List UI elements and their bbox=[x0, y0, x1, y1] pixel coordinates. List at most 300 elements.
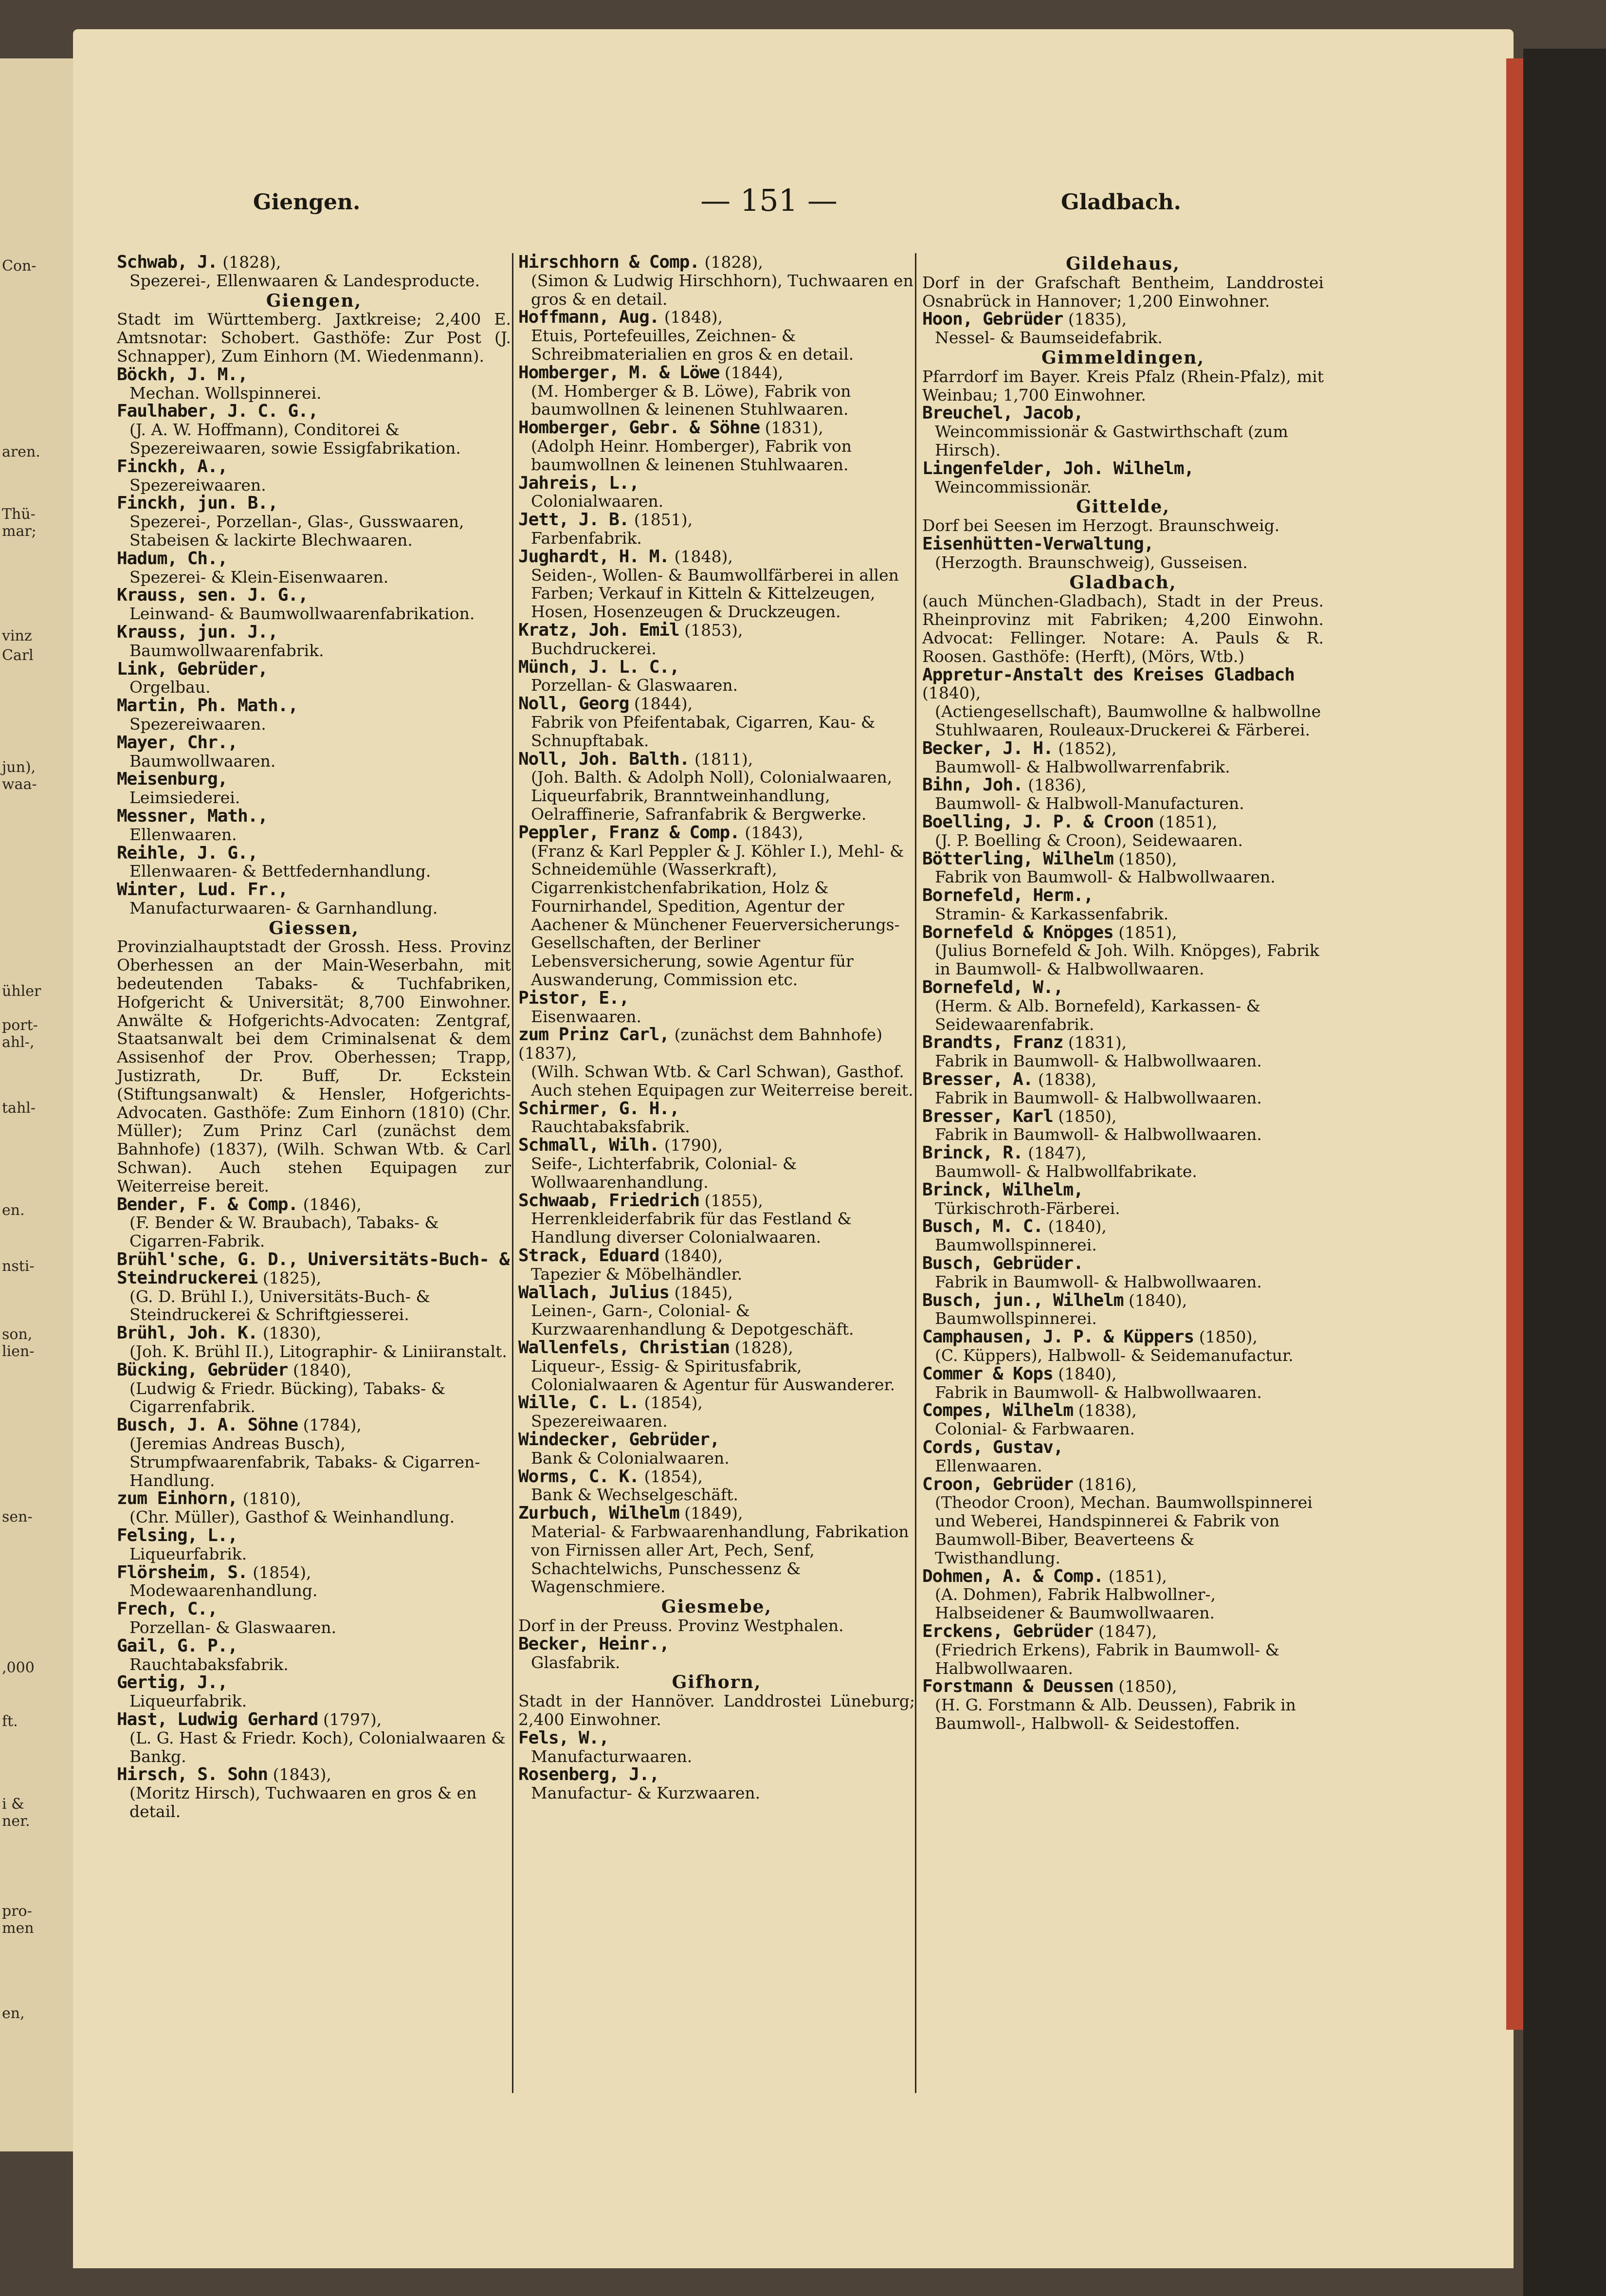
firm-name-line bbox=[518, 1100, 915, 1118]
firm-name-line bbox=[117, 1710, 511, 1729]
firm-name-line bbox=[518, 253, 915, 272]
firm-description: (C. Küppers), Halbwoll- & Seidemanufactur. bbox=[935, 1346, 1294, 1365]
firm-entry bbox=[117, 881, 511, 918]
firm-name-line bbox=[117, 494, 511, 513]
firm-description: Fabrik in Baumwoll- & Halbwollwaaren. bbox=[935, 1088, 1262, 1107]
firm-entry bbox=[922, 1622, 1324, 1677]
firm-entry bbox=[518, 1765, 915, 1802]
firm-name-line bbox=[518, 1635, 915, 1653]
facing-text-fragment: Carl bbox=[2, 647, 34, 664]
firm-founding: (1846), bbox=[298, 1195, 362, 1214]
firm-entry bbox=[518, 1284, 915, 1339]
firm-founding: (1849), bbox=[679, 1504, 743, 1523]
firm-entry bbox=[117, 1673, 511, 1710]
firm-name-line bbox=[117, 366, 511, 384]
firm-description: Farbenfabrik. bbox=[531, 528, 642, 548]
firm-name: Boelling, J. P. & Croon bbox=[922, 812, 1154, 831]
firm-entry bbox=[922, 1475, 1324, 1567]
firm-founding: (1853), bbox=[679, 621, 743, 640]
firm-founding: (1844), bbox=[629, 695, 693, 713]
firm-name: Mayer, Chr., bbox=[117, 733, 238, 752]
firm-entry bbox=[117, 807, 511, 844]
firm-founding: (1784), bbox=[298, 1416, 362, 1434]
firm-description: Eisenwaaren. bbox=[531, 1007, 642, 1026]
firm-name-line bbox=[922, 1622, 1324, 1641]
firm-name: Noll, Joh. Balth. bbox=[518, 750, 690, 769]
firm-founding: (1847), bbox=[1022, 1144, 1087, 1163]
firm-founding: (1851), bbox=[1113, 923, 1177, 942]
firm-founding: (1790), bbox=[659, 1136, 723, 1155]
firm-name-line bbox=[117, 1600, 511, 1618]
firm-entry bbox=[518, 253, 915, 308]
firm-name: Brinck, Wilhelm, bbox=[922, 1180, 1083, 1199]
firm-name-line bbox=[518, 1765, 915, 1784]
firm-name-line bbox=[922, 739, 1324, 758]
town-description: Stadt in der Hannöver. Landdrostei Lüneburg; 2,400 Einwohner. bbox=[518, 1691, 915, 1729]
firm-description: Baumwollwaaren. bbox=[129, 751, 276, 771]
firm-entry bbox=[117, 623, 511, 660]
firm-description: Rauchtabaksfabrik. bbox=[531, 1117, 690, 1137]
firm-description: Fabrik in Baumwoll- & Halbwollwaaren. bbox=[935, 1382, 1262, 1402]
firm-name: Homberger, M. & Löwe bbox=[518, 363, 720, 382]
firm-entry bbox=[922, 1365, 1324, 1402]
firm-description: Orgelbau. bbox=[129, 678, 211, 697]
firm-name-line bbox=[117, 697, 511, 715]
facing-text-fragment: lien- bbox=[2, 1343, 35, 1360]
firm-description: Baumwoll- & Halbwollfabrikate. bbox=[935, 1162, 1197, 1181]
firm-name-line bbox=[518, 1468, 915, 1486]
firm-entry bbox=[518, 364, 915, 419]
firm-description: (Friedrich Erkens), Fabrik in Baumwoll- & Halbwollwaaren. bbox=[935, 1640, 1280, 1678]
firm-entry bbox=[117, 844, 511, 881]
firm-name-line bbox=[922, 1070, 1324, 1089]
firm-name-line bbox=[922, 1475, 1324, 1494]
firm-name-line bbox=[117, 660, 511, 679]
facing-text-fragment: Thü- bbox=[2, 506, 36, 523]
firm-founding: (1843), bbox=[739, 823, 803, 842]
firm-description: Baumwoll- & Halbwoll-Manufacturen. bbox=[935, 794, 1244, 813]
firm-description: Baumwollwaarenfabrik. bbox=[129, 641, 324, 660]
firm-entry bbox=[117, 1637, 511, 1674]
firm-name: Busch, jun., Wilhelm bbox=[922, 1291, 1124, 1310]
firm-entry bbox=[117, 1324, 511, 1361]
town-description: Stadt im Württemberg. Jaxtkreise; 2,400 E. Amtsnotar: Schobert. Gasthöfe: Zur Post (J. Schnapper), Zum Einhorn (M. Wiedenmann). bbox=[117, 310, 511, 366]
firm-name: zum Prinz Carl, bbox=[518, 1026, 670, 1045]
facing-text-fragment: ahl-, bbox=[2, 1034, 35, 1051]
firm-name-line bbox=[922, 1217, 1324, 1236]
facing-text-fragment: pro- bbox=[2, 1903, 32, 1920]
firm-founding: (1845), bbox=[669, 1283, 733, 1302]
firm-entry bbox=[922, 1217, 1324, 1254]
firm-name-line bbox=[117, 881, 511, 899]
firm-description: Rauchtabaksfabrik. bbox=[129, 1654, 289, 1674]
firm-founding: (1816), bbox=[1073, 1475, 1137, 1494]
firm-name: Wille, C. L. bbox=[518, 1394, 639, 1413]
firm-founding: (1831), bbox=[760, 419, 823, 437]
firm-name-line bbox=[117, 734, 511, 752]
firm-name: Flörsheim, S. bbox=[117, 1563, 248, 1582]
firm-name: Fels, W., bbox=[518, 1728, 609, 1747]
firm-founding: (1797), bbox=[318, 1710, 382, 1729]
firm-description: Etuis, Portefeuilles, Zeichnen- & Schreibmaterialien en gros & en detail. bbox=[531, 326, 854, 364]
firm-name-line bbox=[518, 1729, 915, 1747]
firm-entry bbox=[922, 1438, 1324, 1475]
firm-description: Porzellan- & Glaswaaren. bbox=[129, 1617, 337, 1637]
firm-entry bbox=[117, 1526, 511, 1563]
firm-name: Lingenfelder, Joh. Wilhelm, bbox=[922, 459, 1194, 478]
firm-name: Finckh, jun. B., bbox=[117, 494, 278, 513]
firm-name-line bbox=[518, 1026, 915, 1063]
firm-entry bbox=[117, 1416, 511, 1489]
firm-name: Worms, C. K. bbox=[518, 1467, 639, 1486]
facing-text-fragment: ft. bbox=[2, 1713, 18, 1730]
firm-name-line bbox=[117, 1250, 511, 1287]
firm-name-line bbox=[117, 458, 511, 476]
firm-name: Commer & Kops bbox=[922, 1364, 1053, 1383]
firm-name: Bötterling, Wilhelm bbox=[922, 849, 1113, 868]
firm-name: Brühl'sche, G. D., Universitäts-Buch- & Steindruckerei bbox=[117, 1250, 510, 1287]
firm-name: Winter, Lud. Fr., bbox=[117, 881, 288, 899]
firm-name-line bbox=[922, 1567, 1324, 1586]
firm-name-line bbox=[117, 550, 511, 568]
firm-founding: (1854), bbox=[639, 1467, 703, 1486]
firm-description: (Herzogth. Braunschweig), Gusseisen. bbox=[935, 552, 1248, 572]
facing-text-fragment: ,000 bbox=[2, 1659, 35, 1676]
firm-name: Windecker, Gebrüder, bbox=[518, 1431, 720, 1449]
firm-description: Material- & Farbwaarenhandlung, Fabrikation von Firnissen aller Art, Pech, Senf, Schachtelwichs, Punschessenz & Wagenschmiere. bbox=[531, 1522, 909, 1597]
town-heading: Gittelde, bbox=[1076, 496, 1170, 517]
firm-entry bbox=[922, 1567, 1324, 1622]
firm-entry bbox=[117, 660, 511, 697]
firm-name: Busch, J. A. Söhne bbox=[117, 1416, 298, 1434]
firm-description: Türkischroth-Färberei. bbox=[935, 1198, 1120, 1218]
firm-entry bbox=[518, 419, 915, 474]
firm-name: Bornefeld, W., bbox=[922, 978, 1063, 997]
firm-name: Becker, Heinr., bbox=[518, 1635, 670, 1653]
firm-description: (Jeremias Andreas Busch), Strumpfwaarenfabrik, Tabaks- & Cigarren-Handlung. bbox=[129, 1434, 480, 1490]
firm-entry bbox=[518, 1729, 915, 1766]
firm-name: Bornefeld, Herm., bbox=[922, 886, 1094, 905]
firm-name-line bbox=[922, 978, 1324, 997]
facing-text-fragment: waa- bbox=[2, 776, 37, 793]
firm-name-line bbox=[117, 1195, 511, 1214]
firm-description: Colonialwaaren. bbox=[531, 492, 664, 511]
firm-name-line bbox=[117, 844, 511, 863]
firm-founding: (1850), bbox=[1194, 1328, 1258, 1347]
firm-name-line bbox=[922, 776, 1324, 794]
firm-entry bbox=[117, 366, 511, 403]
firm-entry bbox=[922, 404, 1324, 459]
town-heading: Giengen, bbox=[266, 290, 362, 311]
firm-description: (Adolph Heinr. Homberger), Fabrik von baumwollnen & leinenen Stuhlwaaren. bbox=[531, 436, 852, 474]
firm-description: Colonial- & Farbwaaren. bbox=[935, 1419, 1135, 1439]
firm-name-line bbox=[518, 1192, 915, 1210]
firm-entry bbox=[117, 1765, 511, 1820]
firm-description: Liqueurfabrik. bbox=[129, 1691, 247, 1711]
firm-description: (J. P. Boelling & Croon), Seidewaaren. bbox=[935, 830, 1243, 850]
firm-name: Meisenburg, bbox=[117, 770, 228, 789]
firm-entry bbox=[117, 402, 511, 457]
header-left-town: Giengen. bbox=[253, 190, 361, 215]
firm-name-line bbox=[922, 1438, 1324, 1457]
firm-description: (J. A. W. Hoffmann), Conditorei & Spezereiwaaren, sowie Essigfabrikation. bbox=[129, 420, 461, 458]
page-number: — 151 — bbox=[700, 183, 838, 218]
firm-name-line bbox=[117, 402, 511, 421]
firm-description: Spezereiwaaren. bbox=[129, 714, 266, 734]
firm-name-line bbox=[922, 1144, 1324, 1162]
firm-name-line bbox=[518, 621, 915, 640]
firm-name-line bbox=[922, 813, 1324, 831]
firm-description: (Actiengesellschaft), Baumwollne & halbwollne Stuhlwaaren, Rouleaux-Druckerei & Färberei. bbox=[935, 702, 1321, 739]
firm-entry bbox=[117, 697, 511, 734]
firm-entry bbox=[922, 1107, 1324, 1144]
firm-name: Brühl, Joh. K. bbox=[117, 1324, 258, 1343]
firm-founding: (1848), bbox=[669, 547, 733, 566]
facing-text-fragment: nsti- bbox=[2, 1258, 35, 1275]
firm-name-line bbox=[117, 1637, 511, 1655]
firm-description: Fabrik in Baumwoll- & Halbwollwaaren. bbox=[935, 1051, 1262, 1071]
firm-entry bbox=[922, 923, 1324, 978]
firm-founding: (1810), bbox=[237, 1489, 301, 1508]
firm-description: (Chr. Müller), Gasthof & Weinhandlung. bbox=[129, 1507, 455, 1527]
firm-description: (Wilh. Schwan Wtb. & Carl Schwan), Gasthof. Auch stehen Equipagen zur Weiterreise bereit. bbox=[531, 1062, 913, 1100]
firm-entry bbox=[518, 989, 915, 1026]
firm-name: Appretur-Anstalt des Kreises Gladbach bbox=[922, 665, 1295, 685]
firm-name-line bbox=[117, 770, 511, 789]
firm-entry bbox=[518, 621, 915, 658]
firm-name-line bbox=[922, 404, 1324, 422]
firm-founding: (1850), bbox=[1113, 849, 1177, 868]
firm-entry bbox=[518, 1504, 915, 1596]
firm-name: Bresser, Karl bbox=[922, 1107, 1053, 1126]
town-heading: Gildehaus, bbox=[1066, 254, 1180, 274]
firm-name-line bbox=[518, 1339, 915, 1357]
firm-founding: (1828), bbox=[217, 253, 281, 272]
town-description: Dorf in der Preuss. Provinz Westphalen. bbox=[518, 1616, 844, 1635]
firm-description: Manufacturwaaren- & Garnhandlung. bbox=[129, 898, 438, 918]
firm-name-line bbox=[518, 511, 915, 529]
firm-entry bbox=[922, 1401, 1324, 1438]
town-description: Dorf bei Seesen im Herzogt. Braunschweig. bbox=[922, 516, 1280, 535]
firm-entry bbox=[518, 1394, 915, 1431]
running-header bbox=[73, 180, 1514, 224]
firm-description: Tapezier & Möbelhändler. bbox=[531, 1264, 743, 1284]
firm-founding: (zunächst dem Bahnhofe) (1837), bbox=[518, 1026, 883, 1063]
firm-name: Hirsch, S. Sohn bbox=[117, 1765, 268, 1784]
firm-description: (Ludwig & Friedr. Bücking), Tabaks- & Cigarrenfabrik. bbox=[129, 1378, 446, 1416]
firm-description: Bank & Colonialwaaren. bbox=[531, 1448, 730, 1468]
firm-entry bbox=[518, 1100, 915, 1137]
firm-entry bbox=[922, 1328, 1324, 1365]
firm-name-line bbox=[117, 586, 511, 605]
firm-description: Buchdruckerei. bbox=[531, 639, 657, 658]
firm-name-line bbox=[117, 1361, 511, 1379]
firm-name: Cords, Gustav, bbox=[922, 1438, 1063, 1457]
facing-text-fragment: men bbox=[2, 1920, 34, 1937]
firm-entry bbox=[518, 824, 915, 989]
firm-name: Brinck, R. bbox=[922, 1144, 1023, 1163]
firm-founding: (1828), bbox=[730, 1339, 793, 1357]
firm-founding: (1851), bbox=[1103, 1567, 1167, 1586]
firm-description: Seife-, Lichterfabrik, Colonial- & Wollwaarenhandlung. bbox=[531, 1154, 797, 1192]
firm-name-line bbox=[518, 474, 915, 493]
firm-name: Hast, Ludwig Gerhard bbox=[117, 1710, 318, 1729]
directory-column-3 bbox=[922, 253, 1324, 1733]
firm-entry bbox=[922, 1070, 1324, 1107]
firm-name-line bbox=[922, 1291, 1324, 1310]
firm-founding: (1854), bbox=[247, 1563, 311, 1582]
town-heading: Giessen, bbox=[269, 918, 359, 938]
firm-name: Rosenberg, J., bbox=[518, 1765, 659, 1784]
firm-description: Glasfabrik. bbox=[531, 1653, 620, 1672]
firm-name: Schmall, Wilh. bbox=[518, 1136, 659, 1155]
firm-name-line bbox=[518, 989, 915, 1008]
firm-name: Homberger, Gebr. & Söhne bbox=[518, 419, 760, 437]
firm-description: (F. Bender & W. Braubach), Tabaks- & Cigarren-Fabrik. bbox=[129, 1213, 439, 1251]
firm-entry bbox=[117, 734, 511, 771]
facing-text-fragment: son, bbox=[2, 1326, 33, 1343]
firm-name-line bbox=[518, 1394, 915, 1412]
firm-name-line bbox=[518, 658, 915, 677]
firm-founding: (1840), bbox=[1053, 1364, 1117, 1383]
firm-name: Schirmer, G. H., bbox=[518, 1099, 679, 1118]
firm-description: Spezerei- & Klein-Eisenwaaren. bbox=[129, 567, 389, 587]
firm-name: Brandts, Franz bbox=[922, 1033, 1063, 1052]
firm-description: Fabrik von Baumwoll- & Halbwollwaaren. bbox=[935, 867, 1276, 887]
firm-name: Strack, Eduard bbox=[518, 1247, 659, 1265]
firm-description: (Joh. K. Brühl II.), Litographir- & Liniiranstalt. bbox=[129, 1342, 507, 1361]
town-heading: Gimmeldingen, bbox=[1041, 347, 1204, 368]
firm-name: Jughardt, H. M. bbox=[518, 547, 670, 566]
firm-description: Nessel- & Baumseidefabrik. bbox=[935, 328, 1163, 348]
firm-name-line bbox=[922, 1677, 1324, 1696]
firm-founding: (1835), bbox=[1063, 310, 1127, 329]
firm-description: Baumwoll- & Halbwollwarrenfabrik. bbox=[935, 757, 1230, 776]
firm-name: Krauss, jun. J., bbox=[117, 623, 278, 642]
town-description: Dorf in der Grafschaft Bentheim, Landdrostei Osnabrück in Hannover; 1,200 Einwohner. bbox=[922, 273, 1324, 311]
firm-description: Leinwand- & Baumwollwaarenfabrikation. bbox=[129, 604, 475, 624]
firm-entry bbox=[922, 739, 1324, 776]
column-rule bbox=[512, 253, 513, 2093]
firm-entry bbox=[518, 1468, 915, 1505]
firm-name: Hirschhorn & Comp. bbox=[518, 253, 700, 272]
firm-name-line bbox=[922, 886, 1324, 905]
column-rule bbox=[915, 253, 916, 2093]
firm-name-line bbox=[518, 1247, 915, 1265]
firm-description: Spezereiwaaren. bbox=[129, 475, 266, 495]
facing-text-fragment: ner. bbox=[2, 1813, 30, 1830]
firm-founding: (1850), bbox=[1113, 1677, 1177, 1696]
firm-description: (Theodor Croon), Mechan. Baumwollspinnerei und Weberei, Handspinnerei & Fabrik von Baumwoll-Biber, Beaverteens & Twisthandlung. bbox=[935, 1493, 1313, 1567]
firm-entry bbox=[117, 458, 511, 495]
firm-name-line bbox=[922, 1181, 1324, 1199]
firm-description: (L. G. Hast & Friedr. Koch), Colonialwaaren & Bankg. bbox=[129, 1728, 506, 1766]
firm-entry bbox=[117, 1710, 511, 1765]
header-right-town: Gladbach. bbox=[1061, 190, 1181, 215]
firm-name: Croon, Gebrüder bbox=[922, 1475, 1074, 1494]
firm-founding: (1838), bbox=[1073, 1401, 1137, 1420]
firm-founding: (1844), bbox=[719, 363, 784, 382]
firm-entry bbox=[922, 1181, 1324, 1218]
firm-entry bbox=[518, 1026, 915, 1099]
firm-name: zum Einhorn, bbox=[117, 1489, 238, 1508]
firm-name: Gail, G. P., bbox=[117, 1636, 238, 1655]
directory-column-2 bbox=[518, 253, 915, 1802]
firm-description: Leimsiederei. bbox=[129, 788, 240, 808]
firm-name-line bbox=[922, 1401, 1324, 1420]
town-description: Pfarrdorf im Bayer. Kreis Pfalz (Rhein-Pfalz), mit Weinbau; 1,700 Einwohner. bbox=[922, 367, 1324, 404]
firm-entry bbox=[518, 658, 915, 695]
red-page-edge bbox=[1506, 58, 1523, 2030]
firm-entry bbox=[518, 548, 915, 621]
firm-founding: (1840), bbox=[1123, 1291, 1187, 1310]
facing-text-fragment: port- bbox=[2, 1017, 38, 1034]
firm-name-line bbox=[117, 1765, 511, 1784]
town-description: Provinzialhauptstadt der Grossh. Hess. Provinz Oberhessen an der Main-Weserbahn, mit bedeutenden Tabaks- & Tuchfabriken, Hofgericht & Universität; 8,700 Einwohner. Anwälte & Hofgerichts-Advocaten: Zentgraf, Staatsanwalt bei dem Criminalsenat & dem Assisenhof der Prov. Oberhessen; Trapp, Justizrath, Dr. Buff, Dr. Eckstein (Stiftungsanwalt) & Hensler, Hofgerichts-Advocaten. Gasthöfe: Zum Einhorn (1810) (Chr. Müller); Zum Prinz Carl (zunächst dem Bahnhofe) (1837), (Wilh. Schwan Wtb. & Carl Schwan). Auch stehen Equipagen zur Weiterreise bereit. bbox=[117, 937, 511, 1195]
facing-text-fragment: jun), bbox=[2, 759, 36, 776]
firm-description: Baumwollspinnerei. bbox=[935, 1235, 1097, 1255]
firm-name: Breuchel, Jacob, bbox=[922, 404, 1083, 423]
firm-founding: (1840), bbox=[922, 683, 981, 703]
town-heading: Giesmebe, bbox=[661, 1597, 772, 1617]
firm-name: Busch, Gebrüder. bbox=[922, 1254, 1083, 1273]
firm-name-line bbox=[518, 695, 915, 713]
firm-description: (A. Dohmen), Fabrik Halbwollner-, Halbseidener & Baumwollwaaren. bbox=[935, 1585, 1216, 1623]
firm-founding: (1840), bbox=[659, 1247, 723, 1265]
firm-entry bbox=[518, 474, 915, 511]
facing-text-fragment: vinz bbox=[2, 627, 32, 644]
firm-description: Liqueurfabrik. bbox=[129, 1544, 247, 1563]
firm-description: (M. Homberger & B. Löwe), Fabrik von baumwollnen & leinenen Stuhlwaaren. bbox=[531, 381, 851, 419]
firm-description: Herrenkleiderfabrik für das Festland & Handlung diverser Colonialwaaren. bbox=[531, 1209, 852, 1247]
firm-name-line bbox=[922, 1365, 1324, 1383]
firm-name-line bbox=[518, 1136, 915, 1155]
firm-name-line bbox=[518, 1284, 915, 1302]
firm-name: Martin, Ph. Math., bbox=[117, 697, 298, 715]
firm-name-line bbox=[922, 1033, 1324, 1052]
firm-description: Seiden-, Wollen- & Baumwollfärberei in allen Farben; Verkauf in Kitteln & Kittelzeugen, Hosen, Hosenzeugen & Druckzeugen. bbox=[531, 565, 899, 622]
firm-founding: (1855), bbox=[699, 1191, 763, 1210]
firm-name: Münch, J. L. C., bbox=[518, 658, 679, 677]
firm-description: (G. D. Brühl I.), Universitäts-Buch- & Steindruckerei & Schriftgiesserei. bbox=[129, 1286, 430, 1324]
facing-text-fragment: Con- bbox=[2, 257, 36, 275]
firm-name-line bbox=[117, 1416, 511, 1434]
firm-entry bbox=[518, 1192, 915, 1247]
firm-name: Link, Gebrüder, bbox=[117, 660, 268, 679]
town-heading: Gifhorn, bbox=[672, 1672, 762, 1693]
firm-description: Ellenwaaren- & Bettfedernhandlung. bbox=[129, 862, 431, 881]
firm-name: Jahreis, L., bbox=[518, 474, 639, 493]
firm-entry bbox=[117, 1195, 511, 1250]
firm-description: Ellenwaaren. bbox=[129, 825, 237, 844]
firm-name: Finckh, A., bbox=[117, 457, 228, 476]
firm-entry bbox=[117, 770, 511, 807]
firm-name: Felsing, L., bbox=[117, 1526, 238, 1545]
firm-name: Hoffmann, Aug. bbox=[518, 308, 659, 327]
firm-name: Frech, C., bbox=[117, 1600, 218, 1618]
firm-entry bbox=[922, 310, 1324, 347]
firm-description: Weincommissionär & Gastwirthschaft (zum Hirsch). bbox=[935, 422, 1288, 459]
firm-name-line bbox=[518, 750, 915, 769]
firm-description: Baumwollspinnerei. bbox=[935, 1309, 1097, 1328]
firm-entry bbox=[518, 1635, 915, 1672]
firm-name-line bbox=[922, 666, 1324, 703]
firm-description: Leinen-, Garn-, Colonial- & Kurzwaarenhandlung & Depotgeschäft. bbox=[531, 1301, 854, 1339]
firm-entry bbox=[117, 1250, 511, 1324]
firm-founding: (1840), bbox=[1043, 1217, 1107, 1236]
facing-text-fragment: en. bbox=[2, 1202, 25, 1219]
firm-description: (Joh. Balth. & Adolph Noll), Colonialwaaren, Liqueurfabrik, Branntweinhandlung, Oelraffinerie, Safranfabrik & Bergwerke. bbox=[531, 768, 893, 824]
